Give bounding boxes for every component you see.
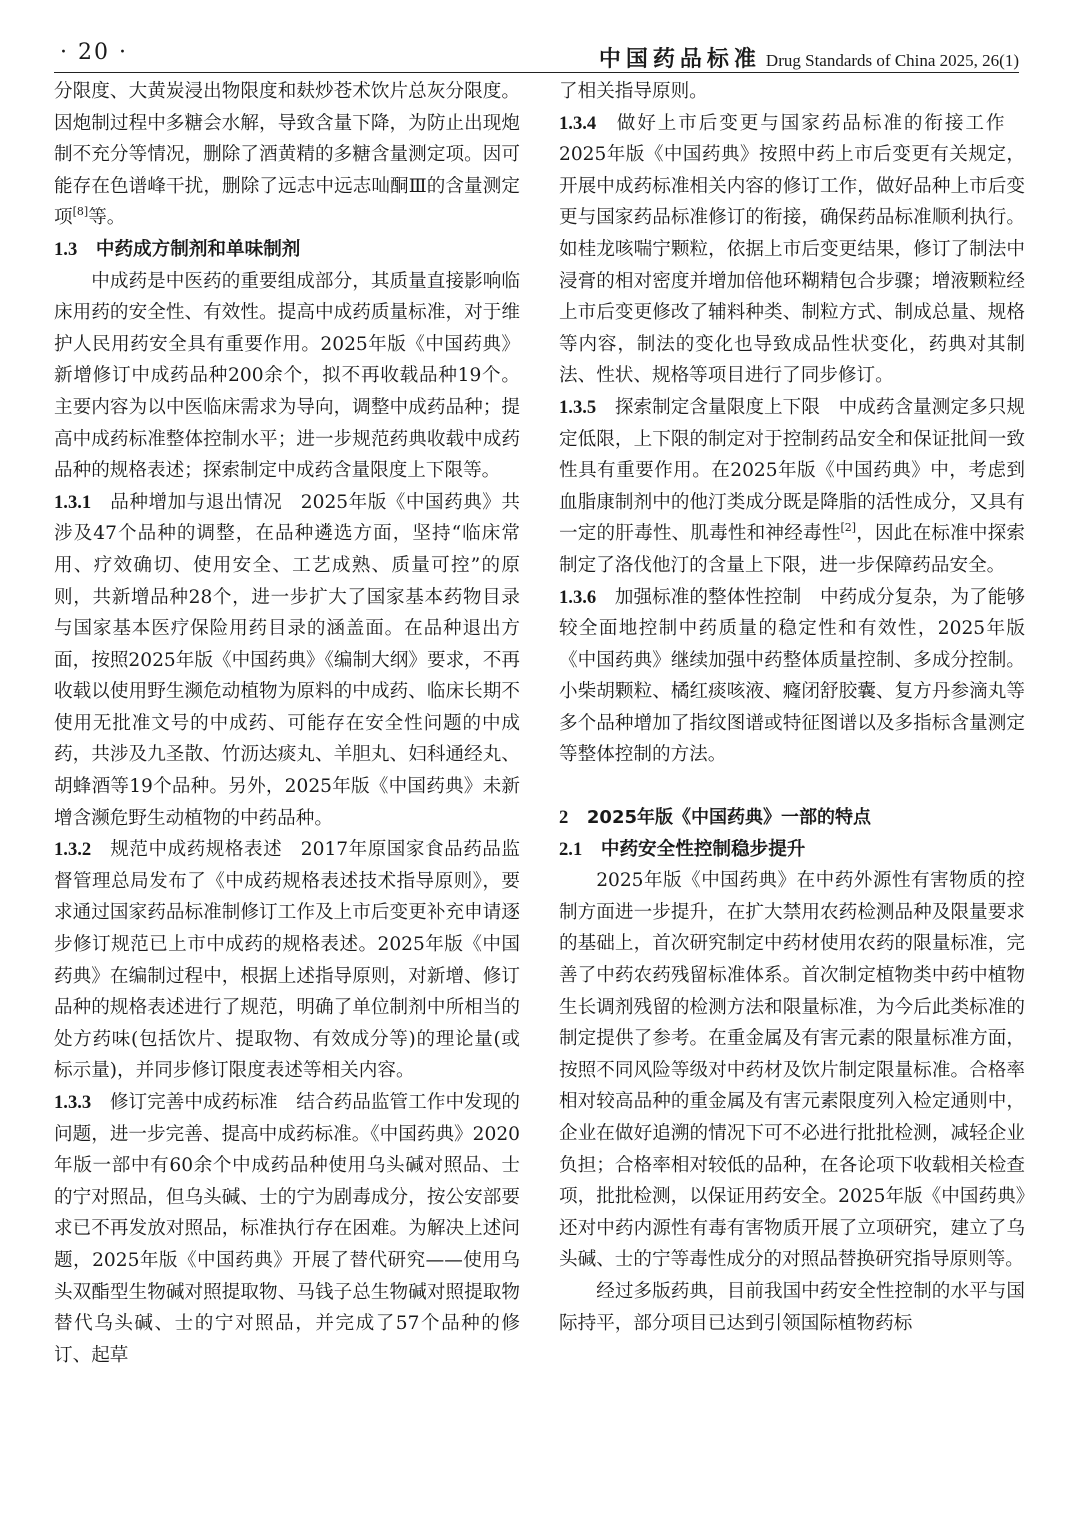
- subsection-1-3-3: 1.3.3 修订完善中成药标准 结合药品监管工作中发现的问题，进一步完善、提高中成药标准。《中国药典》2020年版一部中有60余个中成药品种使用乌头碱对照品、士的宁对照品，但乌头碱、士的宁为剧毒成分，按公安部要求已不再发放对照品，标准执行存在困难。为解决上述问题，2025年版《中国药典》开展了替代研究——使用乌头双酯型生物碱对照提取物、马钱子总生物碱对照提取物替代乌头碱、士的宁对照品，并完成了57个品种的修订、起草: [54, 1092, 520, 1366]
- journal-title-en: Drug Standards of China 2025, 26(1): [765, 51, 1019, 70]
- paragraph: 2025年版《中国药典》在中药外源性有害物质的控制方面进一步提升，在扩大禁用农药检测品种及限量要求的基础上，首次研究制定中药材使用农药的限量标准，完善了中药农药残留标准体系。首次制定植物类中药中植物生长调剂残留的检测方法和限量标准，为今后此类标准的制定提供了参考。在重金属及有害元素的限量标准方面，按照不同风险等级对中药材及饮片制定限量标准。合格率相对较高品种的重金属及有害元素限度列入检定通则中，企业在做好追溯的情况下可不必进行批批检测，减轻企业负担；合格率相对较低的品种，在各论项下收载相关检查项，批批检测，以保证用药安全。2025年版《中国药典》还对中药内源性有毒有害物质开展了立项研究，建立了乌头碱、士的宁等毒性成分的对照品替换研究指导原则等。: [559, 870, 1025, 1271]
- subsection-1-3-1: 1.3.1 品种增加与退出情况 2025年版《中国药典》共涉及47个品种的调整，在品种遴选方面，坚持“临床常用、疗效确切、使用安全、工艺成熟、质量可控”的原则，共新增品种28个，进一步扩大了国家基本药物目录与国家基本医疗保险用药目录的涵盖面。在品种退出方面，按照2025年版《中国药典》《编制大纲》要求，不再收载以使用野生濒危动植物为原料的中成药、临床长期不使用无批准文号的中成药、可能存在安全性问题的中成药，共涉及九圣散、竹沥达痰丸、羊胆丸、妇科通经丸、胡蜂酒等19个品种。另外，2025年版《中国药典》未新增含濒危野生动植物的中药品种。: [54, 491, 520, 829]
- section-heading-2-1: 2.1 中药安全性控制稳步提升: [559, 838, 806, 860]
- subsection-1-3-6: 1.3.6 加强标准的整体性控制 中药成分复杂，为了能够较全面地控制中药质量的稳定性和有效性，2025年版《中国药典》继续加强中药整体质量控制、多成分控制。小柴胡颗粒、橘红痰咳液、癃闭舒胶囊、复方丹参滴丸等多个品种增加了指纹图谱或特征图谱以及多指标含量测定等整体控制的方法。: [559, 586, 1025, 766]
- paragraph: 分限度、大黄炭浸出物限度和麸炒苍术饮片总灰分限度。因炮制过程中多糖会水解，导致含量下降，为防止出现炮制不充分等情况，删除了酒黄精的多糖含量测定项。因可能存在色谱峰干扰，删除了远志中远志𠮿酮Ⅲ的含量测定项[8]等。: [54, 81, 520, 229]
- section-heading-1-3: 1.3 中药成方制剂和单味制剂: [54, 238, 301, 260]
- citation: [8]: [72, 205, 89, 219]
- page-number: · 20 ·: [60, 40, 128, 65]
- page-header: [54, 38, 1019, 73]
- paragraph: 了相关指导原则。: [559, 81, 708, 102]
- subsection-1-3-5: 1.3.5 探索制定含量限度上下限 中成药含量测定多只规定低限，上下限的制定对于控制药品安全和保证批间一致性具有重要作用。在2025年版《中国药典》中，考虑到血脂康制剂中的他汀类成分既是降脂的活性成分，又具有一定的肝毒性、肌毒性和神经毒性[2]，因此在标准中探索制定了洛伐他汀的含量上下限，进一步保障药品安全。: [559, 396, 1025, 576]
- section-heading-2: 2 2025年版《中国药典》一部的特点: [559, 807, 871, 829]
- journal-title-cn: 中国药品标准: [598, 46, 761, 72]
- right-column: [559, 76, 1025, 1339]
- left-column: [54, 76, 520, 1371]
- subsection-1-3-4: 1.3.4 做好上市后变更与国家药品标准的衔接工作2025年版《中国药典》按照中药上市后变更有关规定，开展中成药标准相关内容的修订工作，做好品种上市后变更与国家药品标准修订的衔接，确保药品标准顺利执行。如桂龙咳喘宁颗粒，依据上市后变更结果，修订了制法中浸膏的相对密度并增加倍他环糊精包合步骤；增液颗粒经上市后变更修改了辅料种类、制粒方式、制成总量、规格等内容，制法的变化也导致成品性状变化，药典对其制法、性状、规格等项目进行了同步修订。: [559, 112, 1025, 387]
- citation: [2]: [840, 521, 857, 535]
- subsection-1-3-2: 1.3.2 规范中成药规格表述 2017年原国家食品药品监督管理总局发布了《中成药规格表述技术指导原则》，要求通过国家药品标准制修订工作及上市后变更补充申请逐步修订规范已上市中成药的规格表述。2025年版《中国药典》在编制过程中，根据上述指导原则，对新增、修订品种的规格表述进行了规范，明确了单位制剂中所相当的处方药味(包括饮片、提取物、有效成分等)的理论量(或标示量)，并同步修订限度表述等相关内容。: [54, 839, 520, 1082]
- paragraph: 经过多版药典，目前我国中药安全性控制的水平与国际持平，部分项目已达到引领国际植物药标: [559, 1280, 1025, 1334]
- paragraph: 中成药是中医药的重要组成部分，其质量直接影响临床用药的安全性、有效性。提高中成药质量标准，对于维护人民用药安全具有重要作用。2025年版《中国药典》新增修订中成药品种200余个，拟不再收载品种19个。主要内容为以中医临床需求为导向，调整中成药品种；提高中成药标准整体控制水平；进一步规范药典收载中成药品种的规格表述；探索制定中成药含量限度上下限等。: [54, 270, 520, 482]
- section-gap: [559, 771, 1025, 802]
- journal-title: [599, 42, 1019, 73]
